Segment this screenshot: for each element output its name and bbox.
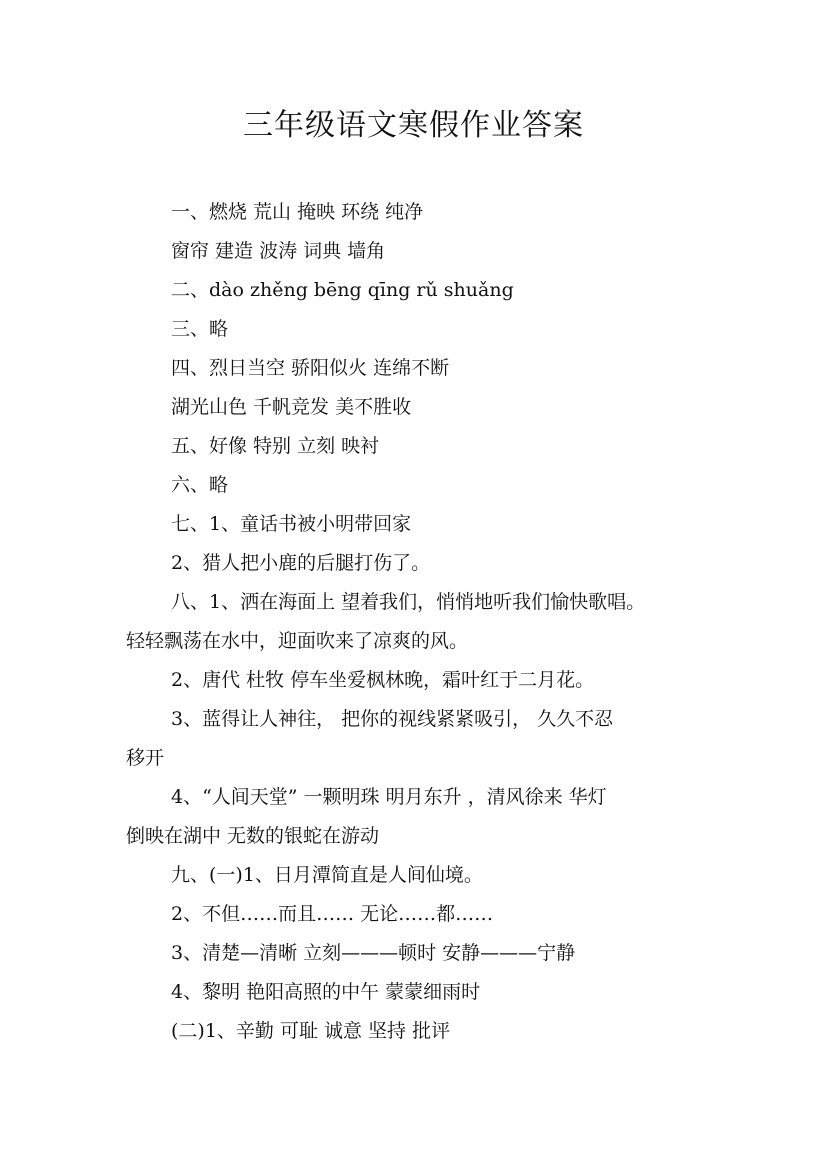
answer-line-3: 二、dào zhěng bēng qīng rǔ shuǎng — [171, 279, 514, 301]
answer-line-9: 七、1、童话书被小明带回家 — [171, 513, 412, 535]
answer-line-7: 五、好像 特别 立刻 映衬 — [171, 435, 380, 457]
answer-line-6: 湖光山色 千帆竞发 美不胜收 — [171, 396, 412, 418]
answer-line-11: 八、1、洒在海面上 望着我们，悄悄地听我们愉快歌唱。 — [171, 591, 646, 613]
answer-line-1: 一、燃烧 荒山 掩映 环绕 纯净 — [171, 201, 424, 223]
answer-line-14: 3、蓝得让人神往， 把你的视线紧紧吸引， 久久不忍 — [171, 708, 614, 730]
answer-line-16: 4、“人间天堂” 一颗明珠 明月东升 ，清风徐来 华灯 — [171, 786, 607, 808]
answer-line-20: 3、清楚—清晰 立刻———顿时 安静———宁静 — [171, 942, 576, 964]
answer-line-21: 4、黎明 艳阳高照的中午 蒙蒙细雨时 — [171, 981, 481, 1003]
answer-line-5: 四、烈日当空 骄阳似火 连绵不断 — [171, 357, 450, 379]
answer-line-22: (二)1、辛勤 可耻 诚意 坚持 批评 — [171, 1020, 451, 1042]
page-title: 三年级语文寒假作业答案 — [243, 108, 584, 143]
answer-line-12: 轻轻飘荡在水中，迎面吹来了凉爽的风。 — [126, 630, 469, 652]
answer-line-13: 2、唐代 杜牧 停车坐爱枫林晚，霜叶红于二月花。 — [171, 669, 595, 691]
answer-line-2: 窗帘 建造 波涛 词典 墙角 — [171, 240, 386, 262]
answer-line-18: 九、(一)1、日月潭简直是人间仙境。 — [171, 864, 483, 886]
answer-content — [126, 193, 706, 1051]
answer-line-10: 2、猎人把小鹿的后腿打伤了。 — [171, 552, 431, 574]
answer-line-15: 移开 — [126, 747, 165, 769]
answer-line-4: 三、略 — [171, 318, 229, 340]
answer-line-19: 2、不但……而且…… 无论……都…… — [171, 903, 494, 925]
answer-line-8: 六、略 — [171, 474, 229, 496]
answer-line-17: 倒映在湖中 无数的银蛇在游动 — [126, 825, 380, 847]
